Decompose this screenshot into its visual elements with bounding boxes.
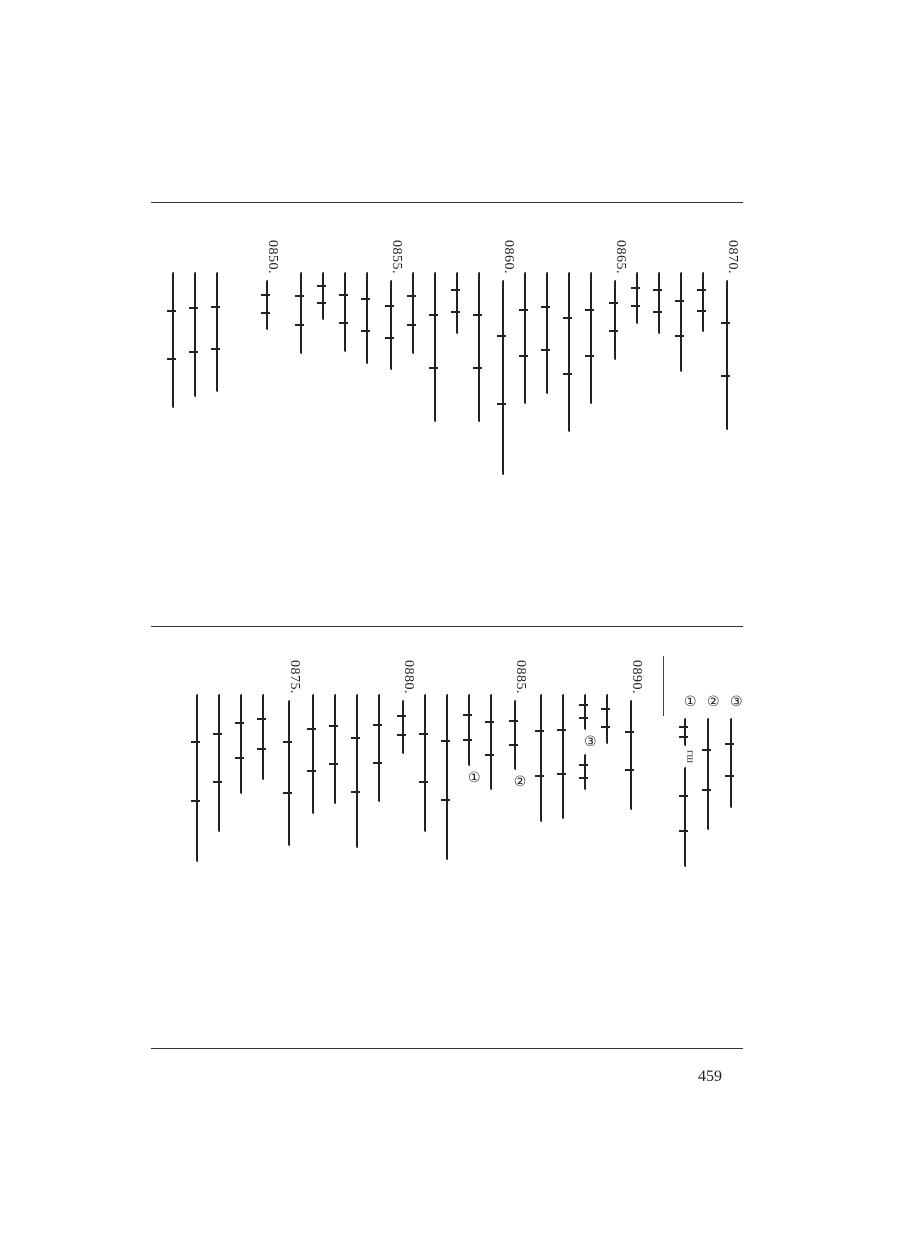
mongolian-script-line [402,700,414,754]
text-column [568,272,580,432]
text-column [172,272,184,408]
text-column [312,694,324,814]
mongolian-script-line [300,272,312,354]
line-number: 0875. [287,660,302,694]
text-column [322,272,334,320]
mongolian-script-line [312,694,324,814]
text-column [490,694,502,790]
mongolian-script-line [446,694,458,860]
top-rule [151,202,743,203]
mongolian-script-line [424,694,436,832]
mongolian-script-line [366,272,378,364]
mongolian-script-line [412,272,424,354]
mongolian-script-line [468,694,480,766]
text-column [468,694,481,790]
mongolian-script-line [584,754,596,790]
text-column [240,694,252,794]
text-column [334,694,346,804]
text-column [400,660,416,754]
text-column [628,660,644,810]
mongolian-script-line [262,694,274,780]
page-number: 459 [698,1068,722,1085]
text-column [612,240,628,360]
text-column [344,272,356,352]
text-column [366,272,378,364]
mongolian-script-line [378,694,390,802]
footnote-inline-text: гш [684,750,697,763]
mongolian-script-line [240,694,252,794]
text-column [636,272,648,324]
mongolian-script-line [456,272,468,334]
text-column [540,694,552,822]
mongolian-script-line [726,280,738,430]
mongolian-script-line [478,272,490,422]
footnote-column [730,694,743,808]
line-number: 0855. [389,240,404,274]
mongolian-script-line [636,272,648,324]
mongolian-script-line [707,718,719,830]
line-number: 0880. [401,660,416,694]
text-column [606,694,618,744]
line-number: 0890. [629,660,644,694]
line-number: 0850. [265,240,280,274]
text-column [378,694,390,802]
line-number: 0870. [725,240,740,274]
footnote-reference: ② [513,774,527,790]
mongolian-script-line [614,280,626,360]
mongolian-script-line [730,718,742,808]
mongolian-script-line [630,700,642,810]
text-column [196,694,208,862]
text-column [524,272,536,404]
mongolian-script-line [568,272,580,432]
mongolian-script-line [590,272,602,404]
mongolian-script-line [540,694,552,822]
text-column [584,694,597,790]
text-column [562,694,574,819]
mongolian-script-line [684,718,696,746]
footnote-marker: ③ [730,694,743,710]
mongolian-script-line [606,694,618,744]
footnote-reference: ① [468,770,481,786]
text-column [412,272,424,354]
footnote-marker: ② [707,694,720,710]
footnote-reference: ③ [584,734,597,750]
text-column [300,272,312,354]
text-column [218,694,230,832]
middle-rule [151,626,743,627]
text-column [434,272,446,422]
text-column [264,240,280,330]
footnote-separator [663,656,664,716]
mongolian-script-line [266,280,278,330]
mongolian-script-line [216,272,228,392]
footnote-column [684,694,697,867]
text-column [446,694,458,860]
mongolian-script-line [322,272,334,320]
mongolian-script-line [344,272,356,352]
text-column [702,272,714,332]
mongolian-script-line [514,700,526,770]
mongolian-script-line [194,272,206,397]
mongolian-script-line [172,272,184,408]
line-number: 0860. [501,240,516,274]
text-column [216,272,228,392]
mongolian-script-line [502,280,514,475]
text-column [512,660,528,794]
mongolian-script-line [218,694,230,832]
footnote-marker: ① [684,694,697,710]
mongolian-script-line [546,272,558,394]
footnote-column [707,694,720,830]
text-column [658,272,670,334]
mongolian-script-line [562,694,574,819]
mongolian-script-line [584,694,596,730]
text-column [456,272,468,334]
text-column [724,240,740,430]
mongolian-script-line [702,272,714,332]
text-column [478,272,490,422]
mongolian-script-line [356,694,368,848]
bottom-rule [151,1048,743,1049]
mongolian-script-line [288,700,300,846]
text-column [500,240,516,475]
mongolian-script-line [434,272,446,422]
mongolian-script-line [680,272,692,372]
mongolian-script-line [196,694,208,862]
text-column [194,272,206,397]
line-number: 0865. [613,240,628,274]
mongolian-script-line [390,280,402,370]
mongolian-script-line [684,767,696,867]
line-number: 0885. [513,660,528,694]
text-column [424,694,436,832]
mongolian-script-line [658,272,670,334]
text-column [546,272,558,394]
mongolian-script-line [524,272,536,404]
text-column [388,240,404,370]
mongolian-script-line [490,694,502,790]
text-column [356,694,368,848]
text-column [262,694,274,780]
text-column [680,272,692,372]
text-column [590,272,602,404]
text-column [286,660,302,846]
mongolian-script-line [334,694,346,804]
